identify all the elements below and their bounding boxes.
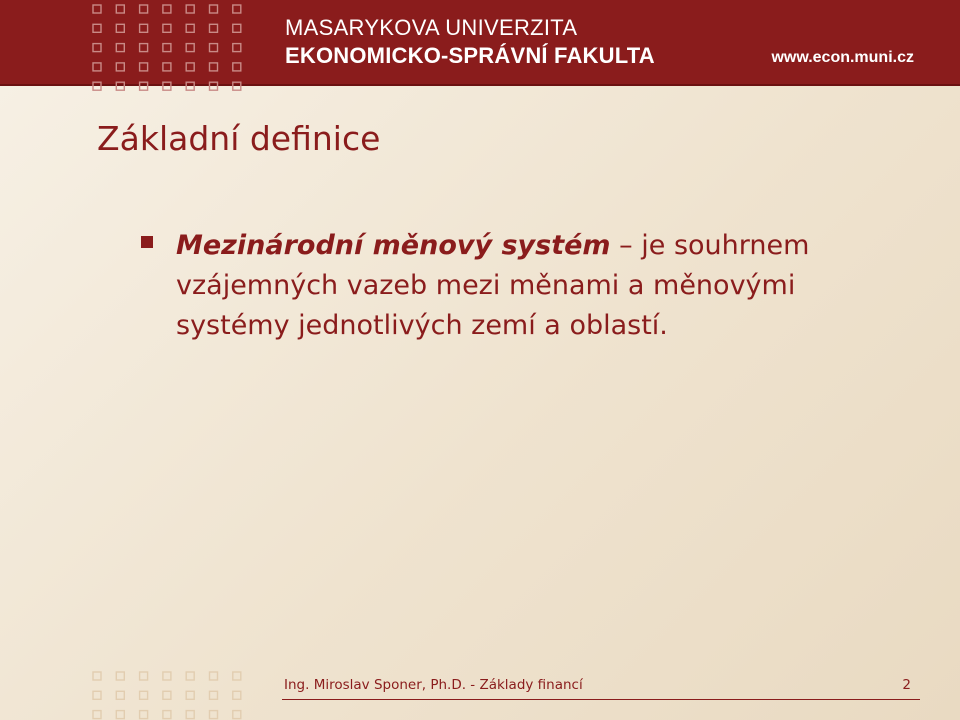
faculty-name: EKONOMICKO-SPRÁVNÍ FAKULTA — [285, 43, 655, 68]
grid-square-icon — [233, 24, 241, 32]
grid-square-icon — [210, 711, 218, 719]
grid-square-icon — [93, 711, 101, 719]
grid-square-icon — [140, 691, 148, 699]
slide-header — [0, 0, 960, 86]
grid-square-icon — [93, 691, 101, 699]
grid-square-icon — [116, 63, 124, 71]
grid-square-icon — [210, 5, 218, 13]
grid-square-icon — [93, 5, 101, 13]
grid-square-icon — [233, 672, 241, 680]
grid-square-icon — [233, 63, 241, 71]
bullet-item — [176, 226, 876, 346]
grid-square-icon — [140, 63, 148, 71]
grid-square-icon — [163, 44, 171, 52]
grid-square-icon — [186, 24, 194, 32]
square-bullet-icon — [141, 236, 153, 248]
grid-square-icon — [186, 711, 194, 719]
grid-square-icon — [116, 44, 124, 52]
grid-square-icon — [163, 24, 171, 32]
grid-square-icon — [163, 5, 171, 13]
grid-square-icon — [210, 691, 218, 699]
grid-square-icon — [233, 691, 241, 699]
grid-square-icon — [163, 691, 171, 699]
grid-square-icon — [233, 82, 241, 90]
grid-square-icon — [93, 82, 101, 90]
grid-square-icon — [93, 44, 101, 52]
grid-square-icon — [186, 44, 194, 52]
bullet-term: Mezinárodní měnový systém — [176, 230, 611, 261]
grid-square-icon — [116, 672, 124, 680]
grid-square-icon — [163, 82, 171, 90]
grid-square-icon — [163, 63, 171, 71]
grid-square-icon — [186, 63, 194, 71]
grid-square-icon — [140, 711, 148, 719]
grid-square-icon — [186, 5, 194, 13]
grid-square-icon — [233, 5, 241, 13]
decorative-dot-grid-footer — [92, 671, 252, 720]
grid-square-icon — [163, 711, 171, 719]
grid-square-icon — [140, 82, 148, 90]
grid-square-icon — [210, 24, 218, 32]
grid-square-icon — [140, 24, 148, 32]
page-number: 2 — [902, 677, 911, 693]
bullet-description: – je souhrnem vzájemných vazeb mezi měnami a měnovými systémy jednotlivých zemí a oblastí. — [176, 230, 810, 341]
website-url: www.econ.muni.cz — [771, 49, 914, 66]
grid-square-icon — [93, 24, 101, 32]
university-name: MASARYKOVA UNIVERZITA — [285, 15, 578, 40]
footer-divider — [282, 699, 920, 700]
grid-square-icon — [116, 24, 124, 32]
grid-square-icon — [93, 63, 101, 71]
grid-square-icon — [210, 44, 218, 52]
grid-square-icon — [186, 82, 194, 90]
grid-square-icon — [163, 672, 171, 680]
grid-square-icon — [233, 711, 241, 719]
grid-square-icon — [116, 691, 124, 699]
grid-square-icon — [186, 672, 194, 680]
grid-square-icon — [140, 5, 148, 13]
grid-square-icon — [140, 44, 148, 52]
grid-square-icon — [186, 691, 194, 699]
grid-square-icon — [210, 672, 218, 680]
grid-square-icon — [93, 672, 101, 680]
slide-title: Základní definice — [97, 119, 381, 158]
grid-square-icon — [210, 63, 218, 71]
grid-square-icon — [116, 711, 124, 719]
footer-author-course: Ing. Miroslav Sponer, Ph.D. - Základy financí — [284, 677, 583, 693]
grid-square-icon — [116, 82, 124, 90]
grid-square-icon — [233, 44, 241, 52]
grid-square-icon — [116, 5, 124, 13]
decorative-dot-grid-header — [92, 4, 252, 106]
grid-square-icon — [210, 82, 218, 90]
grid-square-icon — [140, 672, 148, 680]
